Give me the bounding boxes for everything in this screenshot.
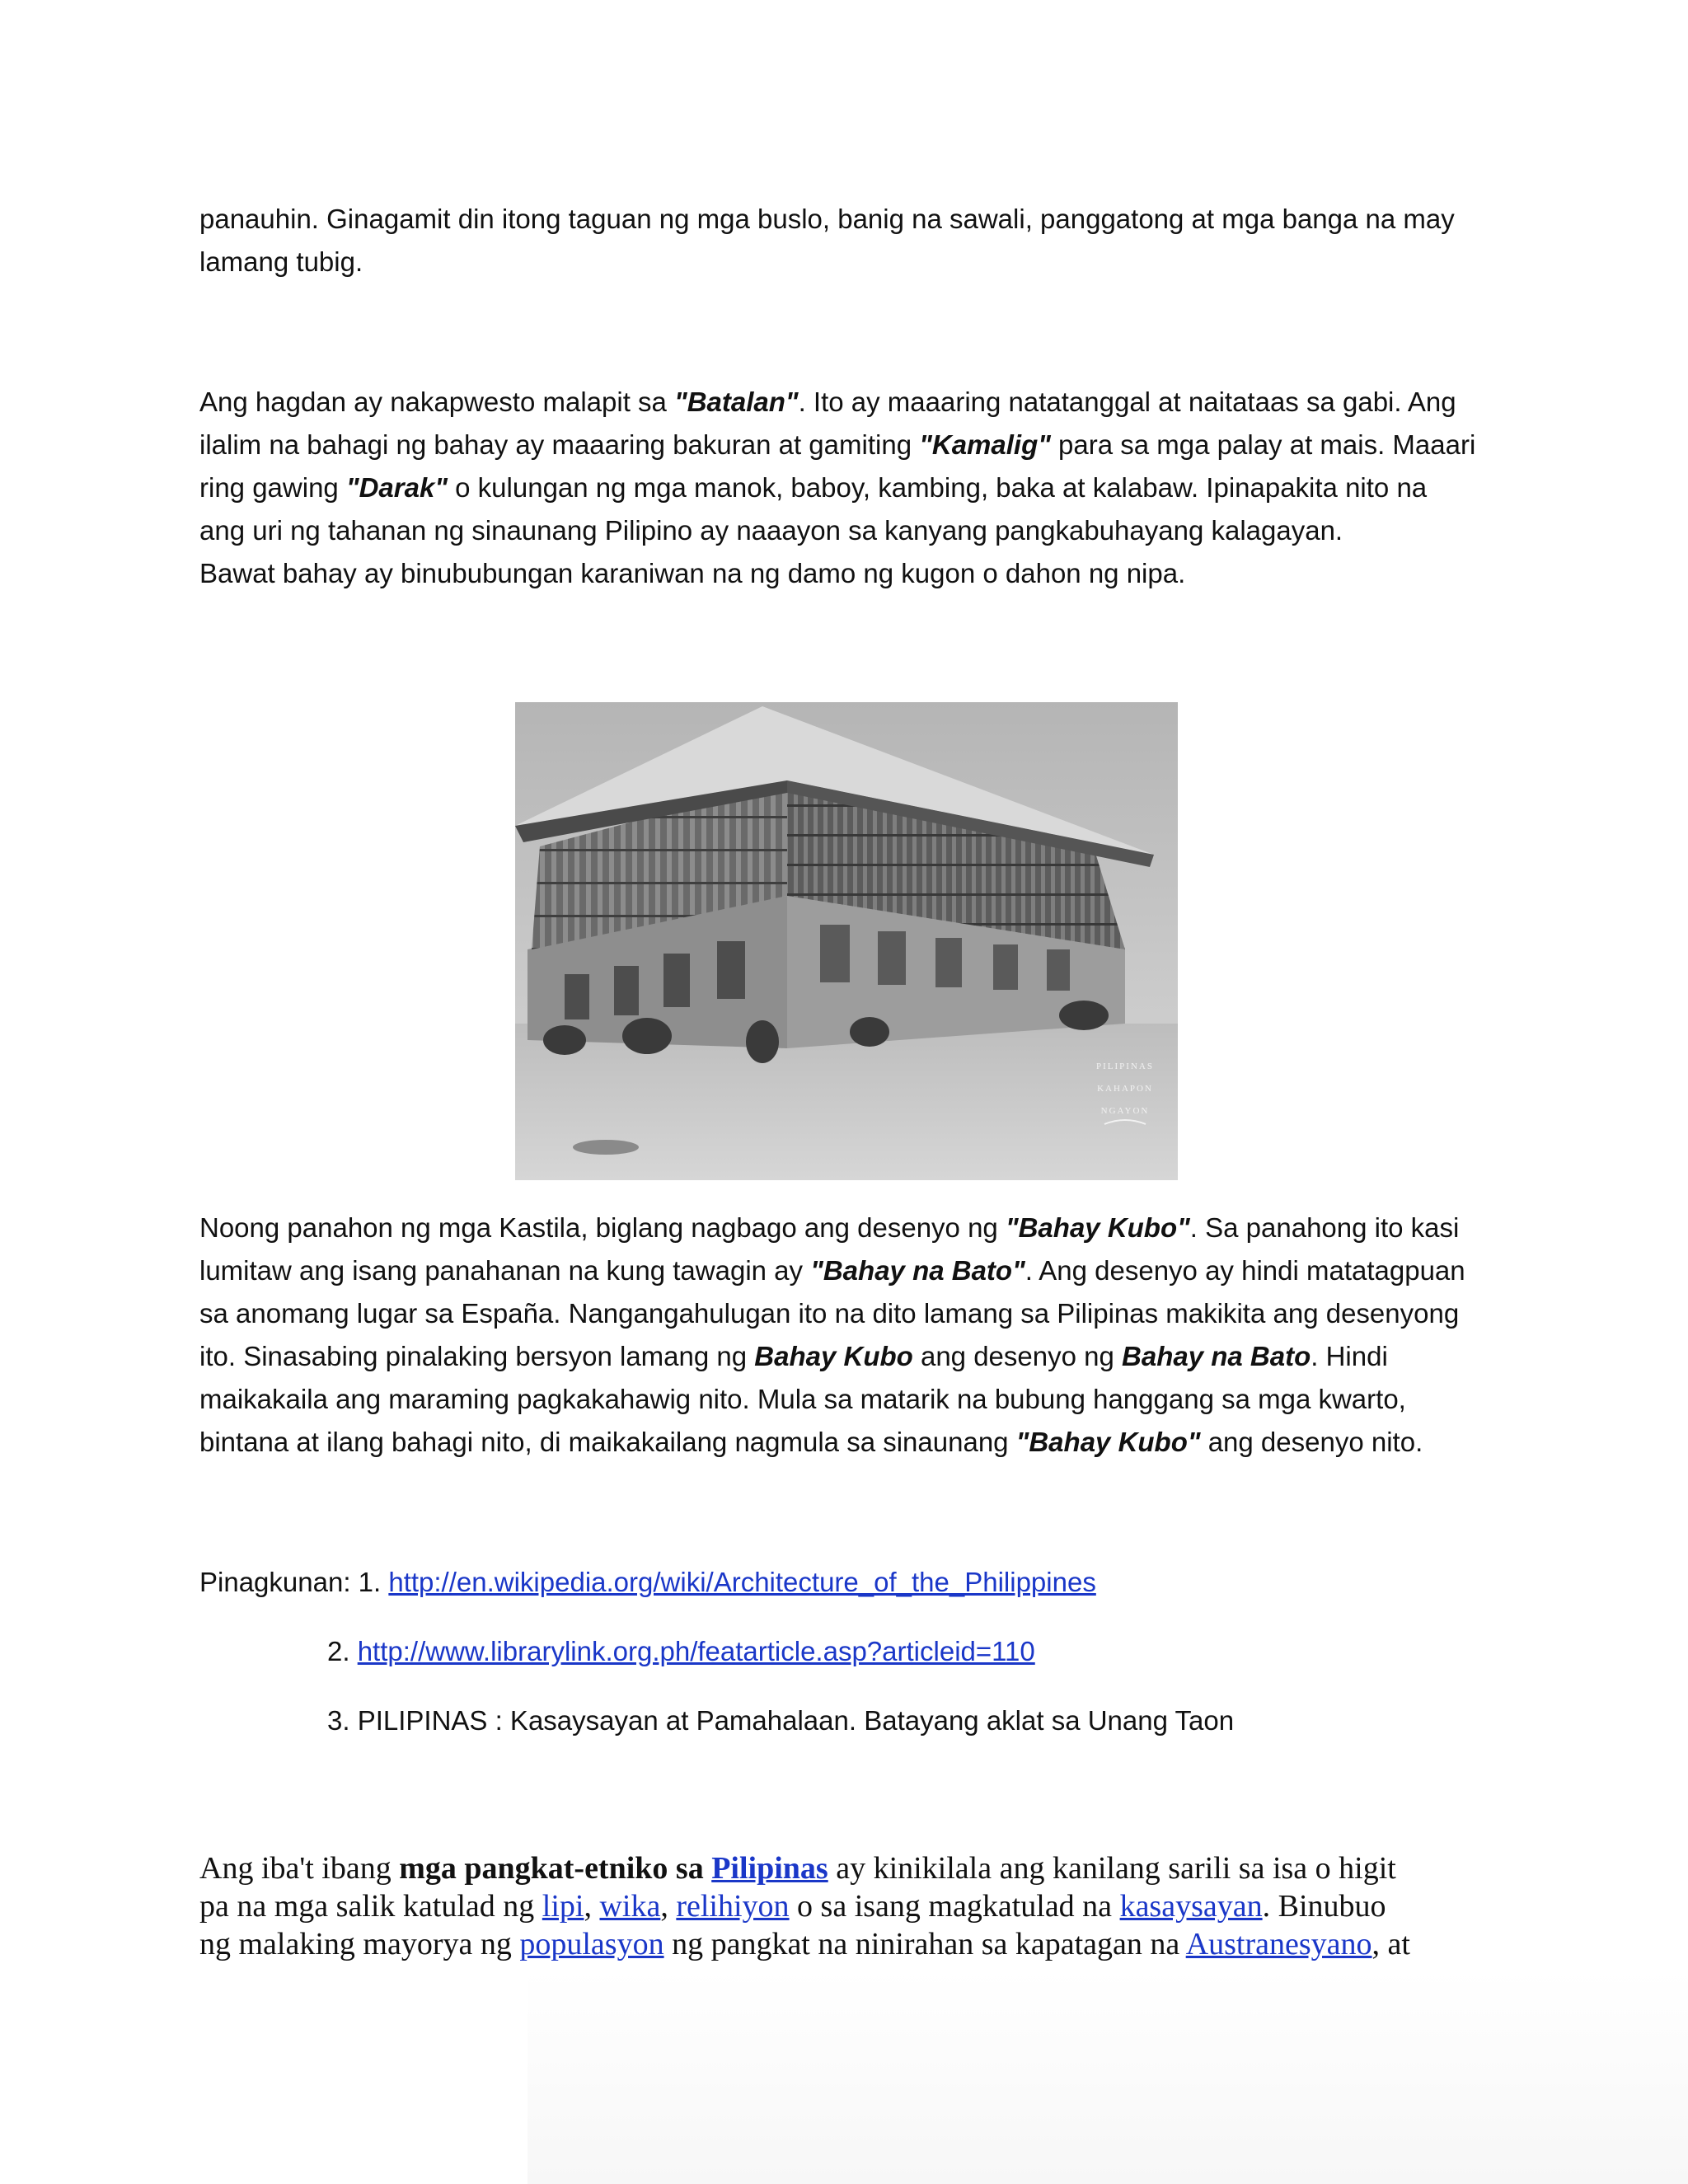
link-kasaysayan[interactable]: kasaysayan (1119, 1889, 1263, 1924)
source-link-librarylink[interactable]: http://www.librarylink.org.ph/featarticle.asp?articleid=110 (357, 1636, 1035, 1666)
link-austranesyano[interactable]: Austranesyano (1185, 1927, 1372, 1961)
text-line: panauhin. Ginagamit din itong taguan ng mga buslo, banig na sawali, panggatong at mga banga na may (199, 204, 1455, 234)
text-run: ang desenyo nito. (1200, 1427, 1423, 1457)
text-run: para sa mga palay at mais. Maaari (1050, 429, 1476, 460)
link-relihiyon[interactable]: relihiyon (676, 1889, 790, 1924)
link-wika[interactable]: wika (599, 1889, 661, 1924)
watermark-text: NGAYON (1100, 1106, 1150, 1116)
paragraph-4 (199, 1849, 1485, 1963)
text-run: , at (1372, 1927, 1410, 1961)
link-pilipinas[interactable]: Pilipinas (711, 1851, 828, 1886)
term-darak: "Darak" (345, 472, 448, 503)
text-run: Ang iba't ibang (199, 1851, 400, 1886)
text-run: Bawat bahay ay binububungan karaniwan na ng damo ng kugon o dahon ng nipa. (199, 558, 1186, 588)
text-run: o kulungan ng mga manok, baboy, kambing, baka at kalabaw. Ipinapakita nito na (447, 472, 1428, 503)
text-line: lamang tubig. (199, 246, 363, 277)
text-run: ang desenyo ng (912, 1341, 1123, 1371)
text-run: . Sa panahong ito kasi (1189, 1212, 1460, 1243)
text-run: ilalim na bahagi ng bahay ay maaaring bakuran at gamiting (199, 429, 920, 460)
bahay-na-bato-photo (515, 702, 1178, 1180)
text-run: Ang hagdan ay nakapwesto malapit sa (199, 387, 675, 417)
source-item-1 (199, 1561, 1485, 1604)
sources-label: Pinagkunan: 1. (199, 1567, 389, 1597)
source-link-wikipedia[interactable]: http://en.wikipedia.org/wiki/Architecture_of_the_Philippines (388, 1567, 1096, 1597)
text-run: o sa isang magkatulad na (789, 1889, 1120, 1924)
text-run: ng malaking mayorya ng (199, 1927, 520, 1961)
paragraph-1 (199, 198, 1485, 284)
text-run: Noong panahon ng mga Kastila, biglang nagbago ang desenyo ng (199, 1212, 1006, 1243)
term-batalan: "Batalan" (674, 387, 799, 417)
text-run: lumitaw ang isang panahanan na kung tawagin ay (199, 1255, 811, 1286)
term-bahay-na-bato: Bahay na Bato (1122, 1341, 1311, 1371)
text-run: . Hindi (1311, 1341, 1388, 1371)
term-bahay-kubo: "Bahay Kubo" (1015, 1427, 1201, 1457)
source-text: 3. PILIPINAS : Kasaysayan at Pamahalaan. Batayang aklat sa Unang Taon (327, 1705, 1235, 1736)
text-run: ang uri ng tahanan ng sinaunang Pilipino ay naaayon sa kanyang pangkabuhayang kalagayan. (199, 515, 1343, 546)
watermark-text: KAHAPON (1097, 1084, 1153, 1094)
text-run: ay kinikilala ang kanilang sarili sa isa o higit (828, 1851, 1396, 1886)
text-run: , (584, 1889, 600, 1924)
term-bahay-na-bato: "Bahay na Bato" (810, 1255, 1025, 1286)
text-run: bintana at ilang bahagi nito, di maikakailang nagmula sa sinaunang (199, 1427, 1016, 1457)
paragraph-3 (199, 1207, 1485, 1464)
term-bahay-kubo: "Bahay Kubo" (1005, 1212, 1190, 1243)
source-item-3 (199, 1699, 1485, 1742)
link-lipi[interactable]: lipi (542, 1889, 584, 1924)
term-kamalig: "Kamalig" (919, 429, 1051, 460)
paragraph-2 (199, 381, 1485, 595)
text-run: , (660, 1889, 677, 1924)
text-run: maikakaila ang maraming pagkakahawig nito. Mula sa matarik na bubung hanggang sa mga kwarto, (199, 1384, 1406, 1414)
text-run: ng pangkat na ninirahan sa kapatagan na (663, 1927, 1186, 1961)
term-bahay-kubo: Bahay Kubo (754, 1341, 913, 1371)
text-run: . Ang desenyo ay hindi matatagpuan (1025, 1255, 1465, 1286)
text-run: ito. Sinasabing pinalaking bersyon lamang ng (199, 1341, 755, 1371)
text-run: pa na mga salik katulad ng (199, 1889, 542, 1924)
list-number: 2. (327, 1636, 358, 1666)
bold-text: mga pangkat-etniko sa (399, 1851, 712, 1886)
source-item-2 (199, 1630, 1485, 1673)
link-populasyon[interactable]: populasyon (519, 1927, 664, 1961)
text-run: ring gawing (199, 472, 346, 503)
watermark-text: PILIPINAS (1096, 1062, 1154, 1071)
page-shadow (528, 1970, 1688, 2184)
text-run: sa anomang lugar sa España. Nangangahulugan ito na dito lamang sa Pilipinas makikita ang desenyong (199, 1298, 1460, 1329)
text-run: . Ito ay maaaring natatanggal at naitataas sa gabi. Ang (798, 387, 1456, 417)
sources-list (199, 1561, 1485, 1742)
text-run: . Binubuo (1262, 1889, 1386, 1924)
document-page (199, 198, 1485, 1963)
